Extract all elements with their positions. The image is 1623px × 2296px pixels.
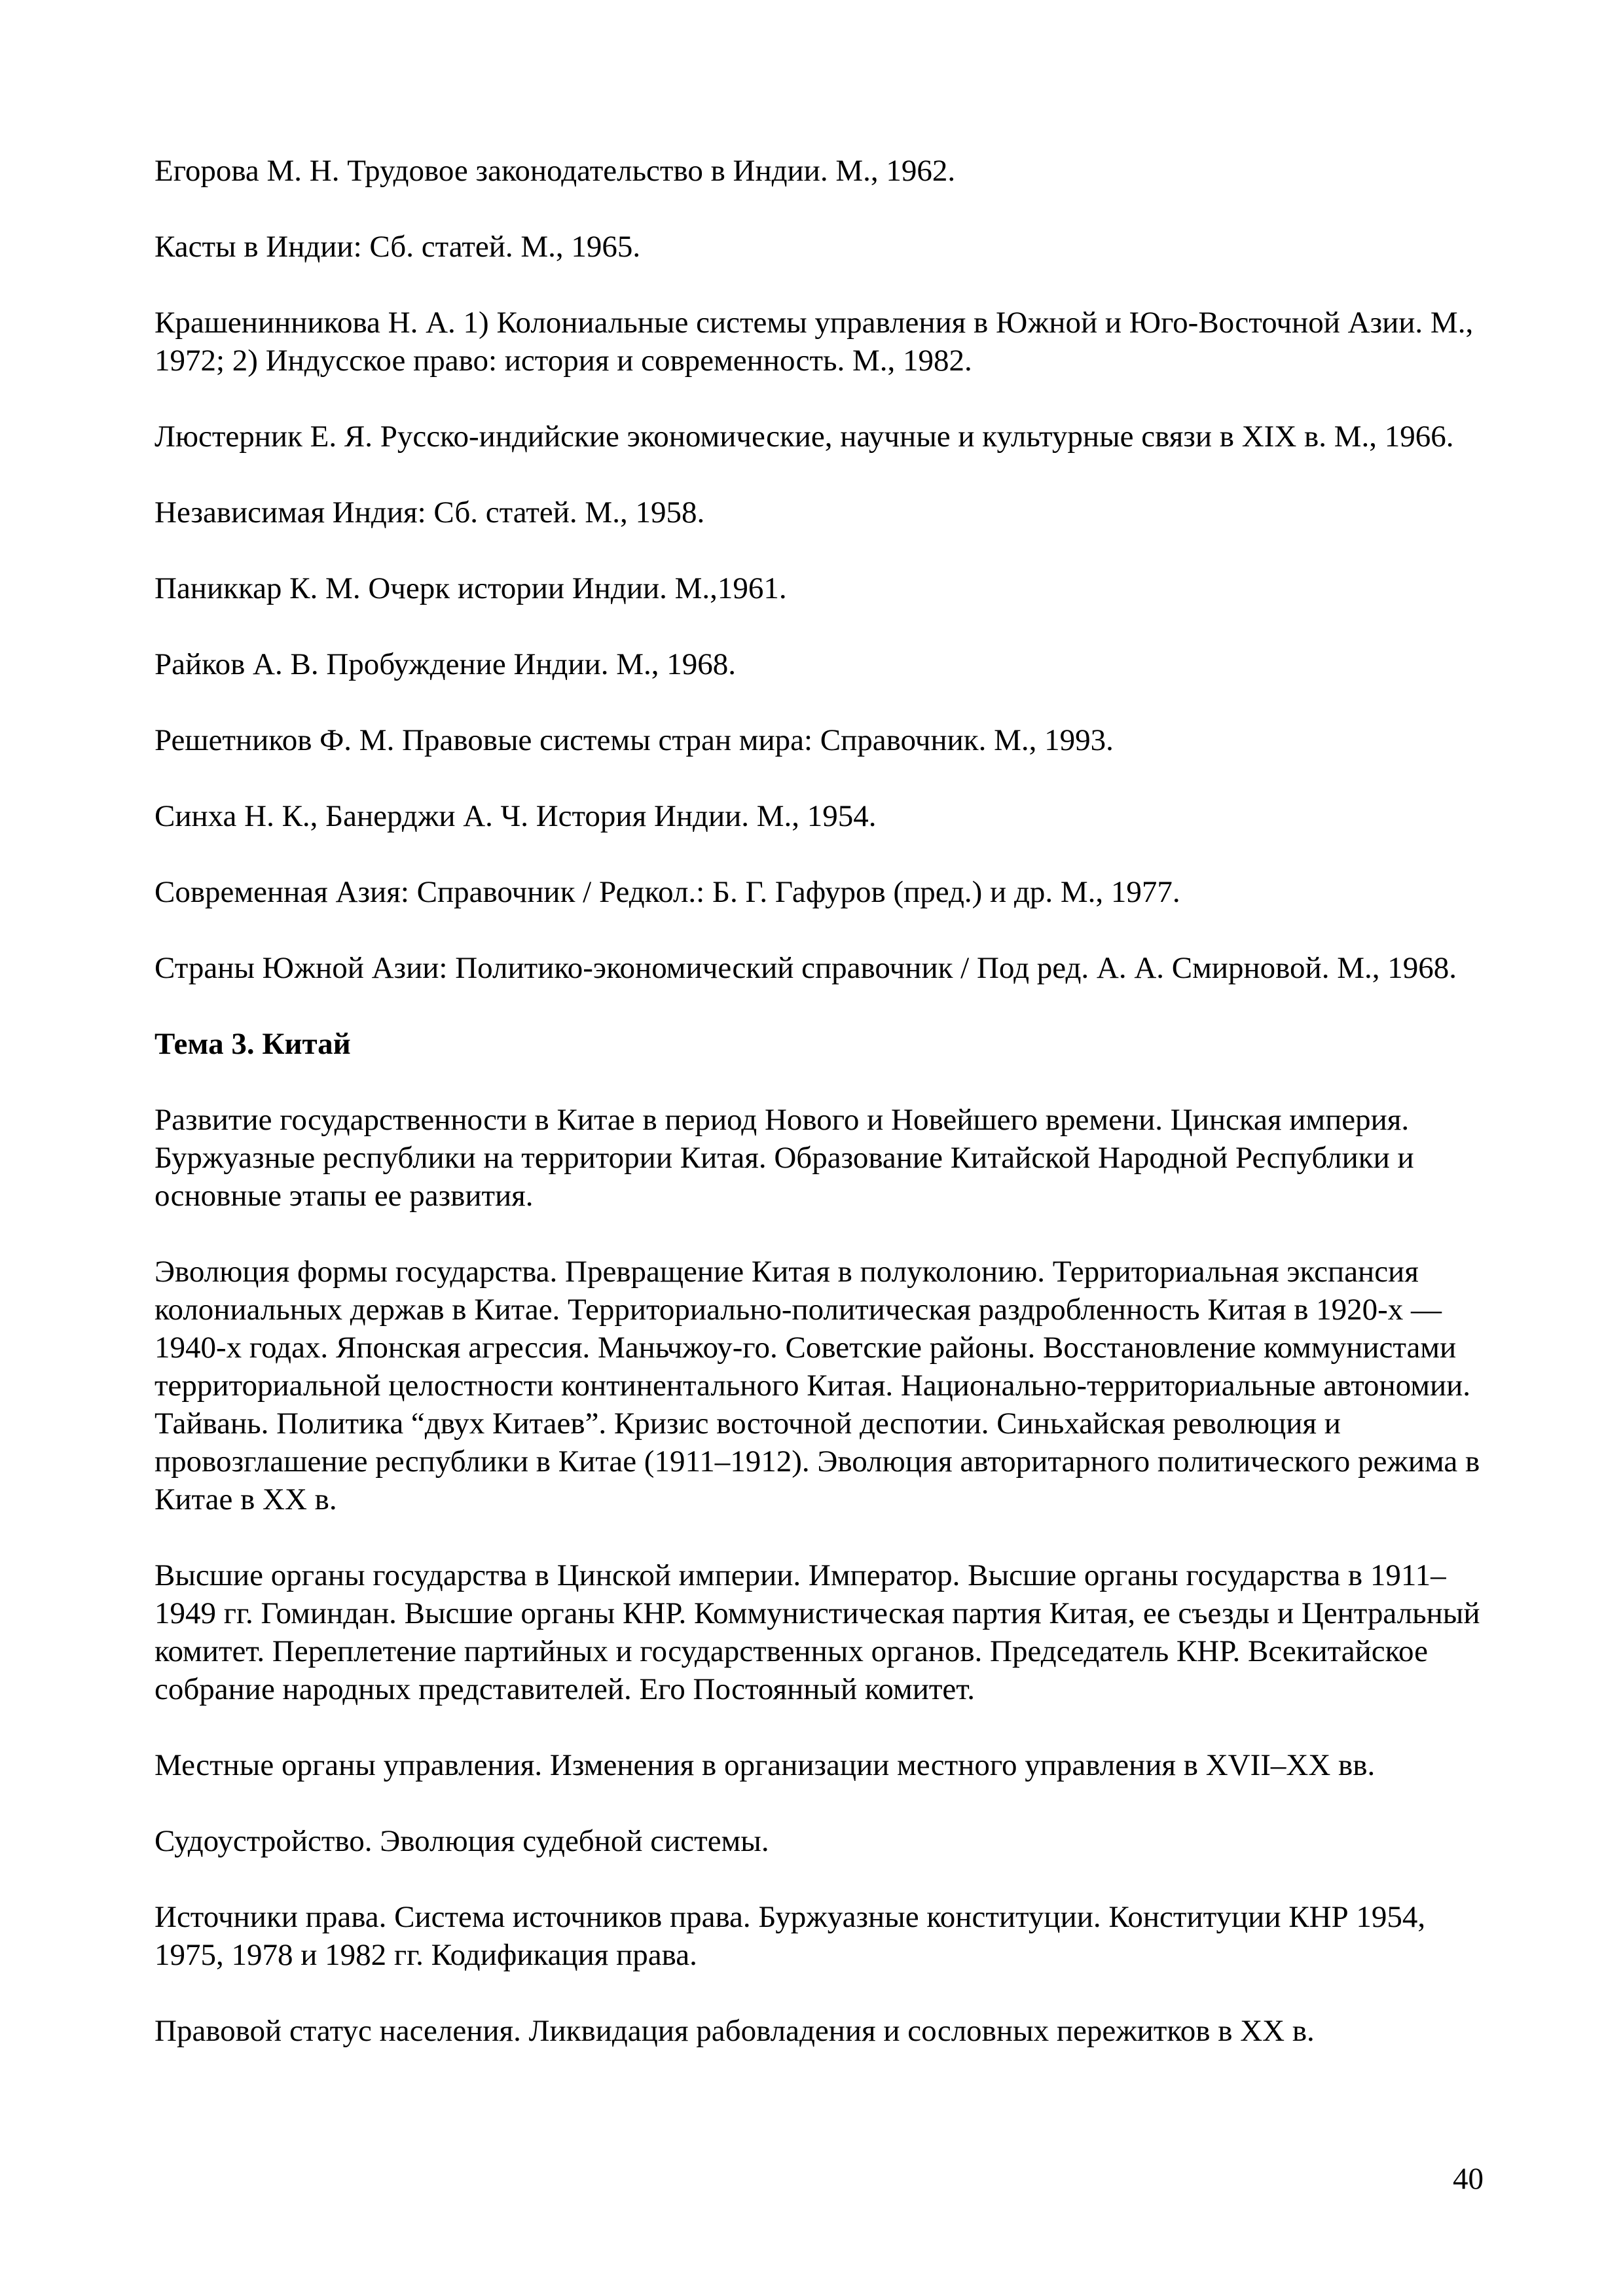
bibliography-entry: Касты в Индии: Сб. статей. М., 1965. bbox=[155, 230, 641, 264]
bibliography-entry: Паниккар К. М. Очерк истории Индии. М.,1961. bbox=[155, 571, 787, 605]
section-heading: Тема 3. Китай bbox=[155, 1027, 351, 1061]
section-paragraph: Эволюция формы государства. Превращение Китая в полуколонию. Территориальная экспансия колониальных держав в Китае. Территориально-политическая раздробленность Китая в 1920-х —1940-х годах. Японская агрессия. Маньчжоу-го. Советские районы. Восстановление коммунистами территориальной целостности континентального Китая. Национально-территориальные автономии. Тайвань. Политика “двух Китаев”. Кризис восточной деспотии. Синьхайская революция и провозглашение республики в Китае (1911–1912). Эволюция авторитарного политического режима в Китае в XX в. bbox=[155, 1255, 1480, 1516]
section-paragraph: Развитие государственности в Китае в период Нового и Новейшего времени. Цинская империя. Буржуазные республики на территории Китая. Образование Китайской Народной Республики и основные этапы ее развития. bbox=[155, 1103, 1414, 1213]
bibliography-entry: Независимая Индия: Сб. статей. М., 1958. bbox=[155, 495, 705, 529]
section-paragraph: Высшие органы государства в Цинской империи. Император. Высшие органы государства в 1911–1949 гг. Гоминдан. Высшие органы КНР. Коммунистическая партия Китая, ее съезды и Центральный комитет. Переплетение партийных и государственных органов. Председатель КНР. Всекитайское собрание народных представителей. Его Постоянный комитет. bbox=[155, 1558, 1480, 1706]
bibliography-entry: Егорова М. Н. Трудовое законодательство в Индии. М., 1962. bbox=[155, 154, 956, 188]
section-paragraph: Источники права. Система источников права. Буржуазные конституции. Конституции КНР 1954, 1975, 1978 и 1982 гг. Кодификация права. bbox=[155, 1900, 1426, 1972]
bibliography-entry: Крашенинникова Н. А. 1) Колониальные системы управления в Южной и Юго-Восточной Азии. М., 1972; 2) Индусское право: история и современность. М., 1982. bbox=[155, 306, 1474, 378]
bibliography-entry: Страны Южной Азии: Политико-экономический справочник / Под ред. А. А. Смирновой. М., 1968. bbox=[155, 951, 1457, 985]
section-paragraph: Правовой статус населения. Ликвидация рабовладения и сословных пережитков в XX в. bbox=[155, 2014, 1315, 2048]
page-content bbox=[155, 152, 1490, 2088]
bibliography-entry: Синха Н. К., Банерджи А. Ч. История Индии. М., 1954. bbox=[155, 799, 877, 833]
page-number: 40 bbox=[1453, 2162, 1484, 2196]
bibliography-entry: Люстерник Е. Я. Русско-индийские экономические, научные и культурные связи в XIX в. М., 1966. bbox=[155, 420, 1454, 454]
bibliography-entry: Райков А. В. Пробуждение Индии. М., 1968. bbox=[155, 647, 737, 681]
section-paragraph: Местные органы управления. Изменения в организации местного управления в XVII–XX вв. bbox=[155, 1748, 1376, 1782]
bibliography-entry: Современная Азия: Справочник / Редкол.: Б. Г. Гафуров (пред.) и др. М., 1977. bbox=[155, 875, 1180, 909]
bibliography-entry: Решетников Ф. М. Правовые системы стран мира: Справочник. М., 1993. bbox=[155, 723, 1114, 757]
section-paragraph: Судоустройство. Эволюция судебной системы. bbox=[155, 1824, 769, 1858]
